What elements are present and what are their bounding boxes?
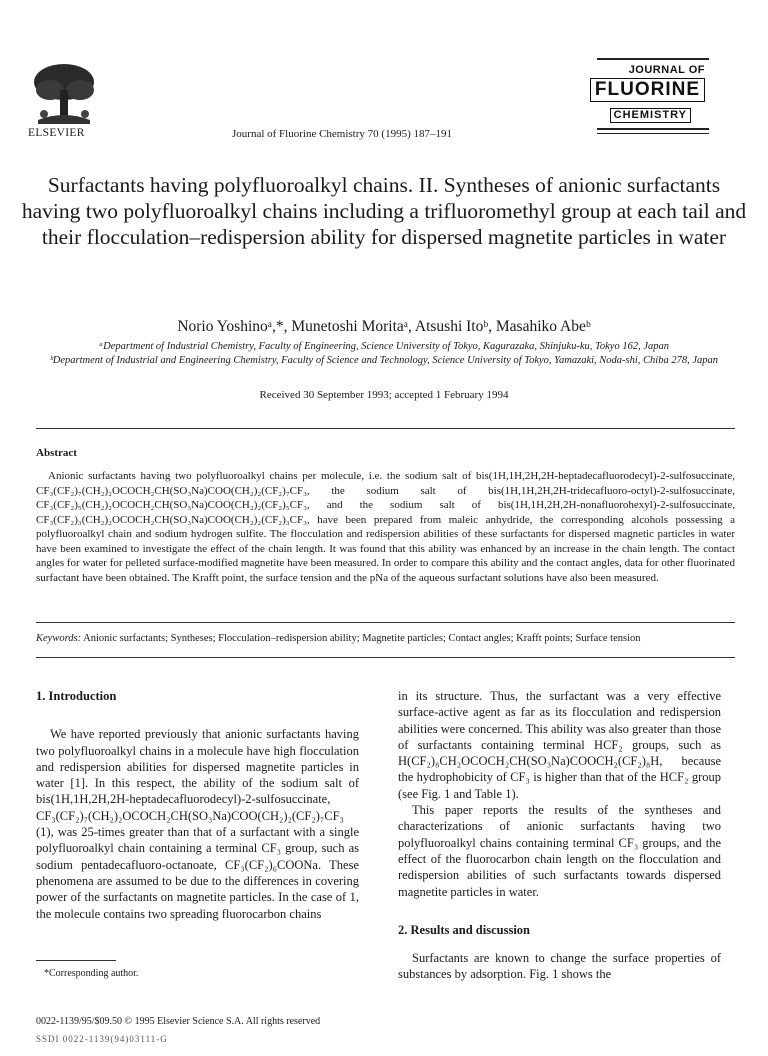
abstract-text: Anionic surfactants having two polyfluoroalkyl chains per molecule, i.e. the sodium salt of bis(1H,1H,2H,2H-heptadecafluorodecyl)-2-sulfosuccinate, CF₃(CF₂)₇(CH₂)₂OCOCH₂CH(SO₃Na)COO(CH₂)₂(CF₂)₇CF₃, the sodium salt of bis(1H,1H,2H,2H-tridecafluoro-octyl)-2-sulfosuccinate, CF₃(CF₂)₅(CH₂)₂OCOCH₂CH(SO₃Na)COO(CH₂)₂(CF₂)₅CF₃, and the sodium salt of bis(1H,1H,2H,2H-nonafluorohexyl)-2-sulfosuccinate, CF₃(CF₂)₃(CH₂)₂OCOCH₂CH(SO₃Na)COO(CH₂)₂(CF₂)₃CF₃, have been prepared from maleic anhydride, the corresponding alcohols possessing a polyfluoroalkyl chain and sodium hydrogen sulfite. The flocculation and redispersion abilities of these surfactants for dispersed magnetic particles in water have been examined to investigate the effect of the chain length. It was found that this ability was enhanced by an increase in the chain length. The contact angles for water for pelleted surface-modified magnetite have been measured. In order to compare this ability and the contact angles, data for other fluorinated surfactant have been obtained. The Krafft point, the surface tension and the pNa of the aqueous surfactant solutions have also been measured. xyxy=(36,470,735,584)
elsevier-tree-logo xyxy=(28,60,100,126)
footnote-rule xyxy=(36,960,116,961)
journal-logo-line2: FLUORINE xyxy=(590,78,705,102)
journal-logo-line3: CHEMISTRY xyxy=(610,108,691,123)
copyright-line: 0022-1139/95/$09.50 © 1995 Elsevier Science S.A. All rights reserved xyxy=(36,1016,321,1027)
section-heading-introduction: 1. Introduction xyxy=(36,689,117,703)
divider-abstract xyxy=(36,622,735,623)
section-heading-results: 2. Results and discussion xyxy=(398,922,530,937)
keywords-list: Anionic surfactants; Syntheses; Flocculation–redispersion ability; Magnetite particles; Contact angles; Krafft points; Surface tension xyxy=(83,633,641,644)
footnote: *Corresponding author. xyxy=(44,968,139,979)
right-column xyxy=(398,688,721,983)
journal-logo xyxy=(594,58,709,136)
abstract-heading: Abstract xyxy=(36,447,77,459)
paragraph: This paper reports the results of the syntheses and characterizations of anionic surfactants having two polyfluoroalkyl chains containing terminal CF₃ groups, and the effect of the fluorocarbon chain length on the flocculation and redispersion abilities of such surfactants towards dispersed magnetite particles in water. xyxy=(398,803,721,899)
keywords xyxy=(36,633,735,644)
received-dates: Received 30 September 1993; accepted 1 February 1994 xyxy=(259,389,509,401)
journal-logo-line1: JOURNAL OF xyxy=(628,64,705,76)
left-column xyxy=(36,688,359,922)
divider-keywords xyxy=(36,657,735,658)
affiliation-b: ᵇDepartment of Industrial and Engineering Chemistry, Faculty of Science and Technology, Science University of Tokyo, Yamazaki, Noda-shi, Chiba 278, Japan xyxy=(49,355,719,366)
ssdi-line: SSDI 0022-1139(94)03111-G xyxy=(36,1034,168,1044)
article-title: Surfactants having polyfluoroalkyl chains. II. Syntheses of anionic surfactants having two polyfluoroalkyl chains including a trifluoromethyl group at each tail and their flocculation–redispersion ability for dispersed magnetite particles in water xyxy=(21,173,747,249)
affiliation-a: ᵃDepartment of Industrial Chemistry, Faculty of Engineering, Science University of Tokyo, Kagurazaka, Shinjuku-ku, Tokyo 162, Japan xyxy=(98,341,670,352)
publisher-name: ELSEVIER xyxy=(28,127,85,139)
authors: Norio Yoshinoᵃ,*, Munetoshi Moritaᵃ, Atsushi Itoᵇ, Masahiko Abeᵇ xyxy=(177,318,591,335)
divider-top xyxy=(36,428,735,429)
paragraph: We have reported previously that anionic surfactants having two polyfluoroalkyl chains in a molecule have high flocculation and redispersion abilities for dispersed magnetite particles in water [1]. In this respect, the ability of the sodium salt of bis(1H,1H,2H,2H-heptadecafluorodecyl)-2-sulfosuccinate, CF₃(CF₂)₇(CH₂)₂OCOCH₂CH(SO₃Na)COO(CH₂)₂(CF₂)₇CF₃ (1), was 25-times greater than that of a surfactant with a single polyfluoroalkyl chain containing a terminal CF₃ group, such as sodium pentadecafluoro-octanoate, CF₃(CF₂)₆COONa. These phenomena are assumed to be due to the differences in covering power of the surfactants on magnetite particles. In the case of 1, the molecule contains two spreading fluorocarbon chains xyxy=(36,727,359,921)
paragraph: in its structure. Thus, the surfactant was a very effective surface-active agent as far as its flocculation and redispersion abilities were concerned. This ability was also greater than those of surfactants containing terminal HCF₂ groups, such as H(CF₂)₈CH₂OCOCH₂CH(SO₃Na)COOCH₂(CF₂)₈H, because the hydrophobicity of CF₃ is higher than that of the HCF₂ group (see Fig. 1 and Table 1). xyxy=(398,689,721,801)
paragraph: Surfactants are known to change the surface properties of substances by adsorption. Fig. 1 shows the xyxy=(398,951,721,982)
keywords-label: Keywords: xyxy=(36,633,82,644)
journal-citation: Journal of Fluorine Chemistry 70 (1995) 187–191 xyxy=(232,128,452,140)
